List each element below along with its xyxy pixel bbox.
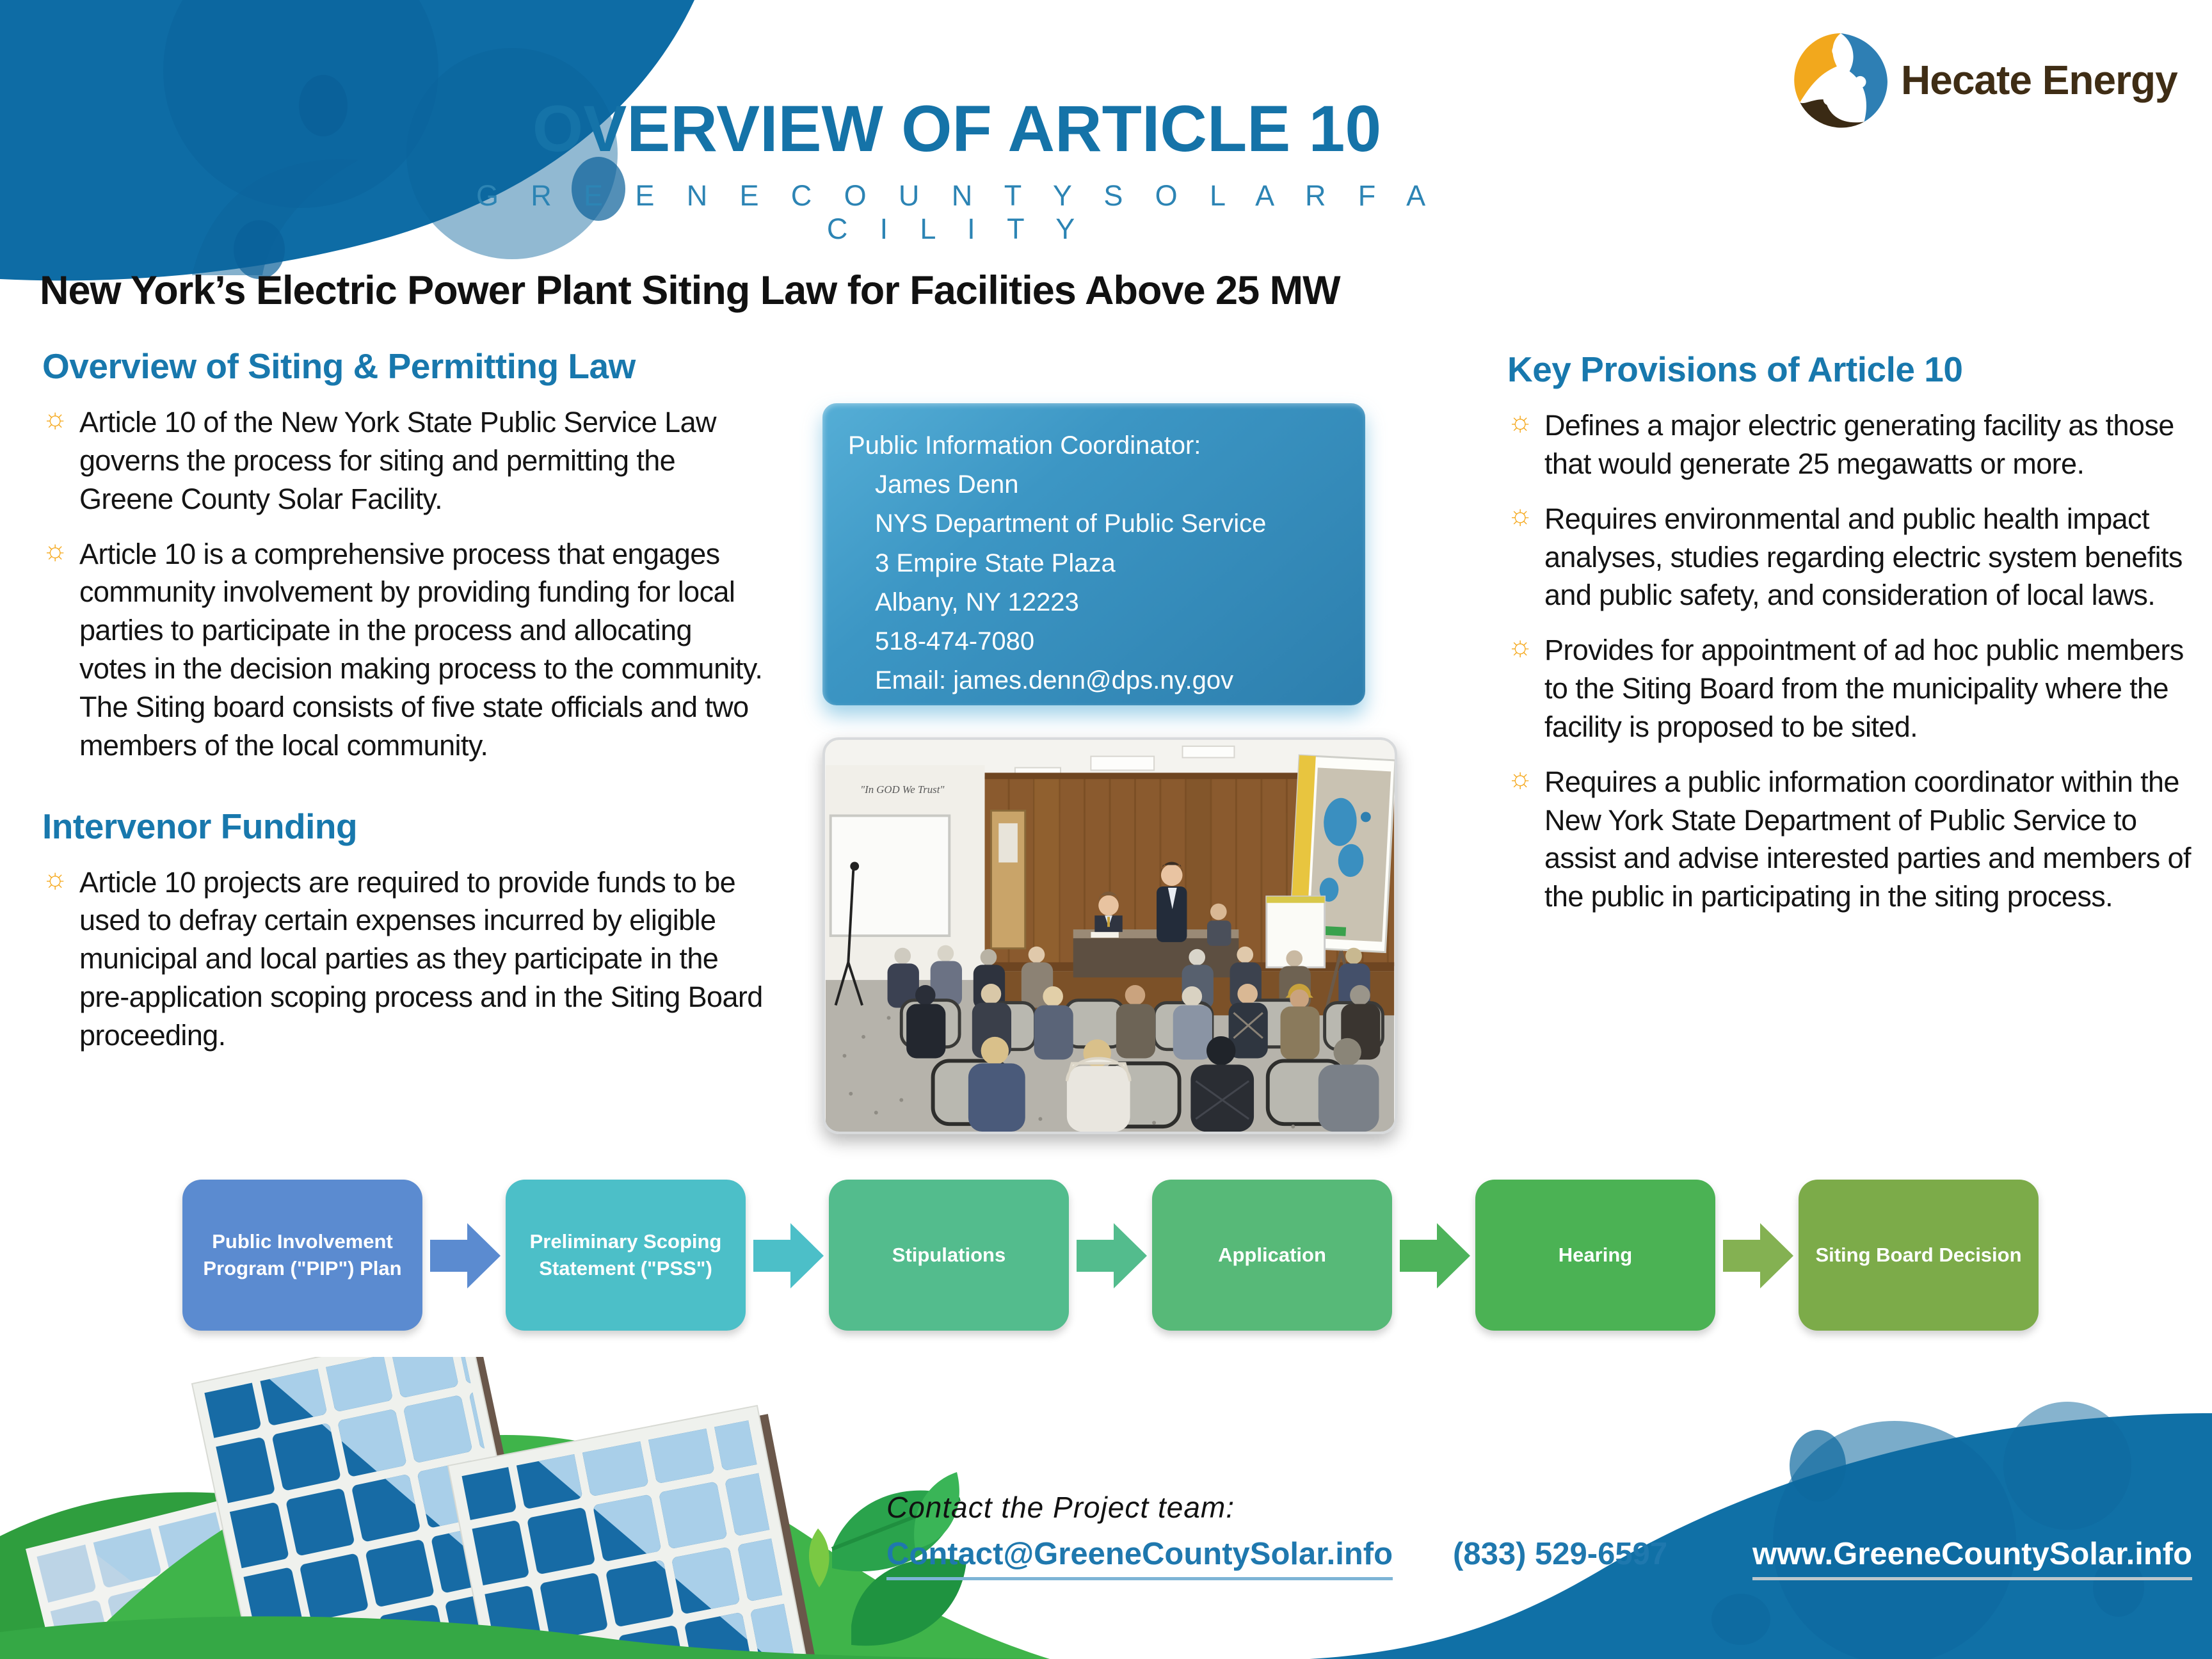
header	[470, 92, 1443, 246]
sun-bullet-icon: ☼	[42, 403, 68, 434]
hecate-swirl-icon	[1792, 31, 1889, 129]
info-box-heading: Public Information Coordinator:	[848, 431, 1201, 460]
brand-logo	[1792, 26, 2202, 134]
bullet-item: ☼ Article 10 of the New York State Public Service Law governs the process for siting and permitting the Greene County Solar Facility.	[42, 403, 716, 515]
contact-email-link[interactable]: Contact@GreeneCountySolar.info	[886, 1536, 1393, 1580]
photo-wall-text: "In GOD We Trust"	[860, 783, 945, 796]
page-title: OVERVIEW OF ARTICLE 10	[532, 92, 1382, 165]
info-box-line: 518-474-7080	[875, 627, 1035, 655]
intervenor-bullet-list	[42, 863, 765, 1055]
bullet-item: ☼ Provides for appointment of ad hoc public members to the Siting Board from the municipality where the facility is proposed to be sited.	[1507, 630, 2184, 743]
brand-name: Hecate Energy	[1901, 57, 2177, 103]
process-step-stipulations: Stipulations	[829, 1180, 1069, 1331]
page-subtitle: G R E E N E C O U N T Y S O L A R F A C I L I T Y	[476, 179, 1438, 245]
process-step-decision: Siting Board Decision	[1799, 1180, 2039, 1331]
bullet-item: ☼ Defines a major electric generating facility as those that would generate 25 megawatts or more.	[1507, 406, 2174, 480]
info-box-line: NYS Department of Public Service	[875, 509, 1267, 538]
left-column	[42, 346, 765, 1055]
sun-bullet-icon: ☼	[1507, 499, 1533, 531]
sun-bullet-icon: ☼	[1507, 762, 1533, 794]
right-column	[1507, 349, 2195, 916]
section-title-intervenor: Intervenor Funding	[42, 806, 358, 846]
sun-bullet-icon: ☼	[1507, 406, 1533, 437]
section-title-key-provisions: Key Provisions of Article 10	[1507, 349, 1963, 389]
flow-arrow-icon	[1077, 1218, 1148, 1294]
flow-arrow-icon	[430, 1218, 502, 1294]
overview-bullet-list	[42, 403, 765, 765]
process-step-hearing: Hearing	[1475, 1180, 1715, 1331]
process-step-pss: Preliminary Scoping Statement ("PSS")	[506, 1180, 746, 1331]
key-provisions-bullet-list	[1507, 406, 2195, 916]
bullet-item: ☼ Article 10 is a comprehensive process that engages community involvement by providing funding for local parties to participate in the process and allocating votes in the decision making process to the community. The Siting board consists of five state officials and two members of the local community.	[42, 534, 763, 762]
flow-arrow-icon	[1723, 1218, 1795, 1294]
sun-bullet-icon: ☼	[42, 534, 68, 566]
contact-phone-link[interactable]: (833) 529-6597	[1453, 1537, 1668, 1571]
bullet-item: ☼ Requires environmental and public health impact analyses, studies regarding electric system benefits and public safety, and consideration of local laws.	[1507, 499, 2183, 612]
contact-label: Contact the Project team:	[886, 1491, 1235, 1524]
info-box-line: Email: james.denn@dps.ny.gov	[875, 666, 1234, 695]
info-box-line: Albany, NY 12223	[875, 588, 1079, 616]
flow-arrow-icon	[1400, 1218, 1471, 1294]
contact-website-link[interactable]: www.GreeneCountySolar.info	[1752, 1536, 2192, 1580]
sun-bullet-icon: ☼	[1507, 630, 1533, 662]
bullet-item: ☼ Requires a public information coordinator within the New York State Department of Public Service to assist and advise interested parties and members of the public in participating in the siting process.	[1507, 762, 2191, 913]
sun-bullet-icon: ☼	[42, 862, 68, 894]
headline: New York’s Electric Power Plant Siting Law for Facilities Above 25 MW	[40, 268, 1340, 313]
public-information-coordinator-box	[822, 403, 1365, 705]
process-step-pip: Public Involvement Program ("PIP") Plan	[182, 1180, 422, 1331]
bullet-item: ☼ Article 10 projects are required to provide funds to be used to defray certain expenses incurred by eligible municipal and local parties as they participate in the pre-application scoping process and in the Siting Board proceeding.	[42, 862, 763, 1052]
section-title-overview: Overview of Siting & Permitting Law	[42, 346, 636, 386]
info-box-line: James Denn	[875, 470, 1019, 499]
process-step-application: Application	[1152, 1180, 1392, 1331]
public-meeting-photo	[822, 737, 1397, 1134]
bottom-right-wave-decoration	[1248, 1376, 2212, 1659]
flow-arrow-icon	[753, 1218, 825, 1294]
info-box-line: 3 Empire State Plaza	[875, 549, 1116, 577]
